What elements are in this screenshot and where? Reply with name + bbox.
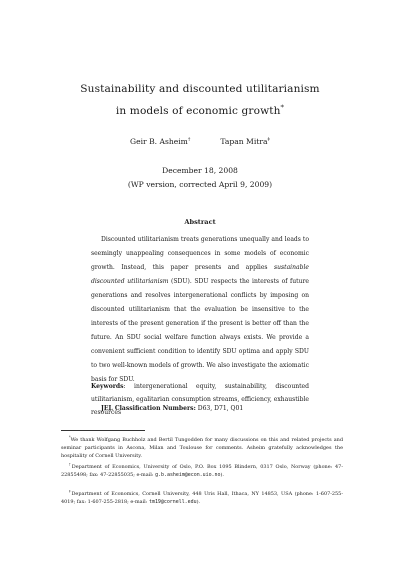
paper-title-line-1: Sustainability and discounted utilitarianism [80, 83, 320, 95]
footnote-author-1-affiliation: †Department of Economics, University of Oslo, P.O. Box 1095 Blindern, 0317 Oslo, Norway (phone: 47-22855498; fax: 47-22855035; e-mail: g.b.asheim@econ.uio.no). [61, 462, 343, 478]
paper-title-line-2: in models of economic growth* [115, 103, 285, 117]
footnote-divider [61, 430, 145, 431]
paper-date: December 18, 2008 [162, 166, 238, 175]
paper-version-note: (WP version, corrected April 9, 2009) [127, 180, 273, 189]
jel-classification: JEL Classification Numbers: D63, D71, Q01 [101, 405, 244, 412]
author-1: Geir B. Asheim† [130, 136, 191, 146]
email-link[interactable]: tm19@cornell.edu [149, 499, 197, 505]
abstract-body: Discounted utilitarianism treats generations unequally and leads to seemingly unappealing consequences in some models of economic growth. Instead, this paper presents and applies sustainable discounted utilitarianism (SDU). SDU respects the interests of future generations and resolves intergenerational conflicts by imposing on discounted utilitarianism that the evaluation be insensitive to the interests of the present generation if the present is better off than the future. An SDU social welfare function always exists. We provide a convenient sufficient condition to identify SDU optima and apply SDU to two well-known models of growth. We also investigate the axiomatic basis for SDU. [91, 236, 309, 384]
author-list [0, 137, 400, 146]
email-link[interactable]: g.b.asheim@econ.uio.no [155, 472, 221, 478]
abstract-emphasis: sustainable discounted utilitarianism [91, 264, 309, 286]
footnote-author-2-affiliation: ‡Department of Economics, Cornell University, 448 Uris Hall, Ithaca, NY 14853, USA (phone: 1-607-255-4019; fax: 1-607-255-2818; e-mail: tm19@cornell.edu). [61, 489, 343, 505]
abstract-heading: Abstract [184, 218, 216, 226]
keywords-label: Keywords [91, 383, 124, 390]
author-2: Tapan Mitra‡ [220, 136, 270, 146]
jel-label: JEL Classification Numbers: [101, 405, 196, 412]
footnote-acknowledgements: *We thank Wolfgang Buchholz and Bertil Tungodden for many discussions on this and related projects and seminar participants in Ascona, Milan and Toulouse for comments. Asheim gratefully acknowledges the hospitality of Cornell University. [61, 435, 343, 459]
title-footnote-mark: * [280, 103, 285, 112]
keywords-paragraph: Keywords: intergenerational equity, sustainability, discounted utilitarianism, egalitarian consumption streams, efficiency, exhaustible resources [91, 383, 309, 416]
